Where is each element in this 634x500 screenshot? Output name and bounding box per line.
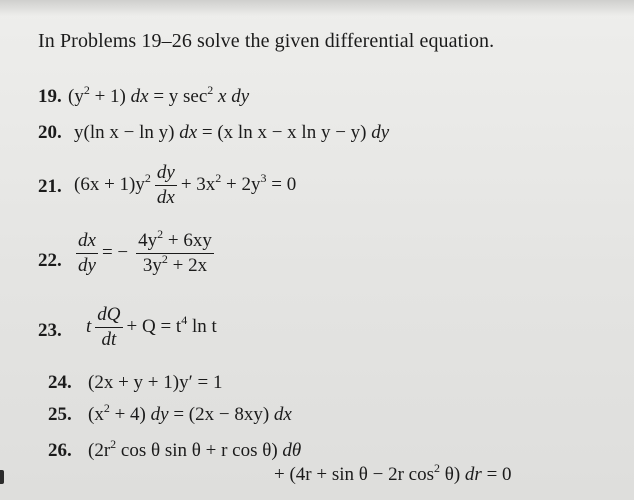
equation: $(y^2 + 1)$ dx = y $\sec^2 x$ dy (68, 83, 250, 107)
instructions-text: In Problems 19–26 solve the given differential equation. (38, 30, 495, 52)
page-top-edge (0, 0, 634, 16)
derivative-fraction: $\frac{dQ}{dt}$ (97, 304, 121, 350)
lhs-fraction: $\frac{dx}{dy}$ (78, 230, 96, 276)
problem-number: 20. (38, 122, 62, 143)
problem-number: 25. (48, 404, 72, 425)
rhs-fraction: $\frac{4y^2 + 6xy}{3y^2 + 2x}$ (138, 227, 212, 276)
equation: t $\frac{dQ}{dt}$ + $Q = t^4$ ln t (86, 304, 217, 350)
equation: $\frac{dx}{dy}$ = − $\frac{4y^2 + 6xy}{3y^2 + 2x}$ (78, 227, 212, 276)
derivative-fraction: $\frac{dy}{dx}$ (156, 162, 175, 208)
problem-number: 24. (48, 372, 72, 393)
equation: (2x + y + 1)y′ = 1 (88, 372, 223, 393)
problem-number: 26. (48, 440, 72, 461)
equation: y(ln x − ln y) dx = (x ln x − x ln y − y) dy (74, 122, 390, 143)
equation-line-2: + (4r + sin θ − 2r $\cos^2 \theta$) dr = 0 (274, 461, 512, 485)
equation: $(6x + 1)y^2$ $\frac{dy}{dx}$ + $3x^2 + 2y^3 = 0$ (74, 162, 297, 208)
problem-number: 22. (38, 250, 62, 271)
equation: $(x^2 + 4)$ dy = (2x − 8xy) dx (88, 401, 292, 425)
page-edge-mark (0, 470, 4, 484)
problem-number: 23. (38, 320, 62, 341)
problem-number: 21. (38, 176, 62, 197)
equation-line-1: ($2r^2$ cos θ sin θ + r cos θ) dθ (88, 437, 302, 461)
problem-number: 19. (38, 86, 62, 107)
